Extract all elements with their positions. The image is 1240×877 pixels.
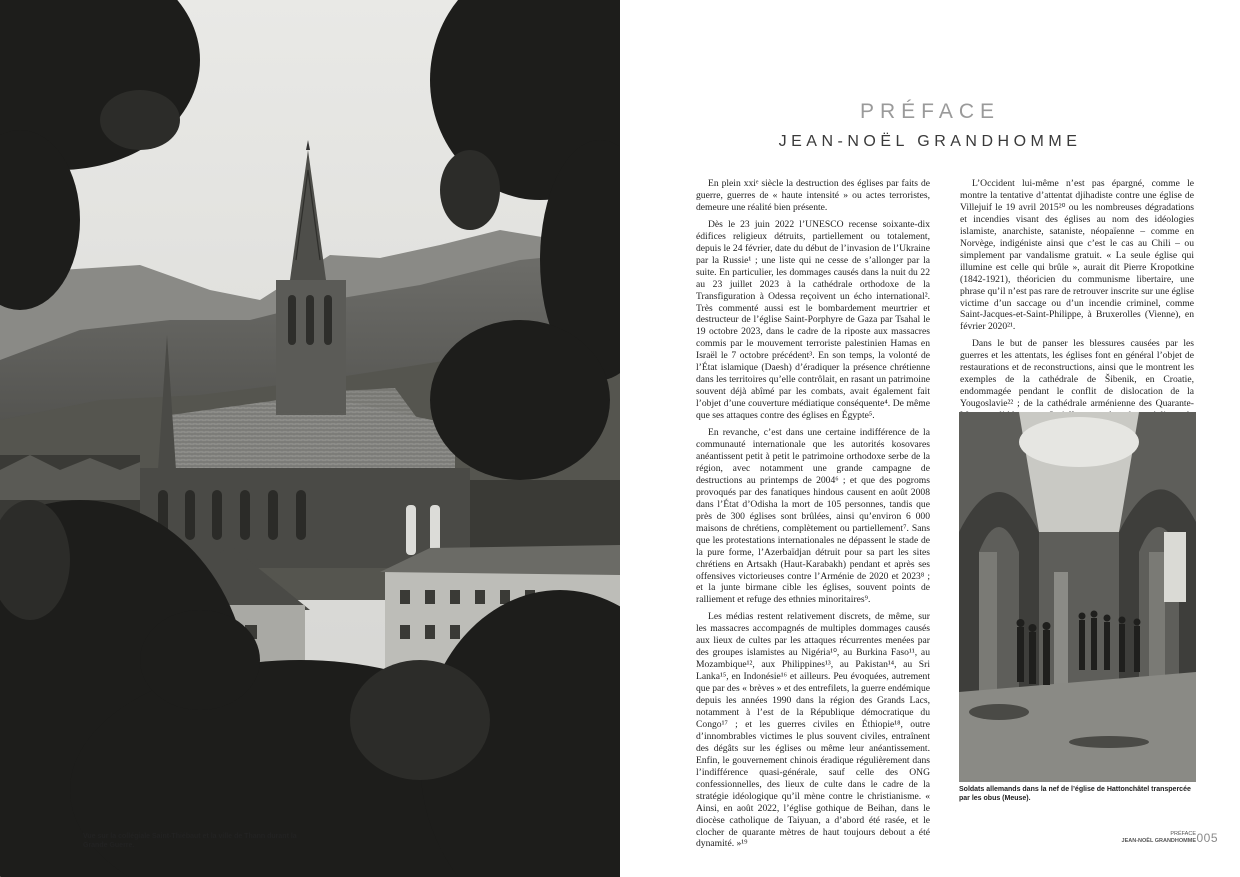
- paragraph: Les médias restent relativement discrets, de même, sur les massacres accompagnés de multiples dommages causés aux lieux de cultes par les attaques récurrentes menées par des groupes islamistes au Nigéria¹⁰, au Burkina Faso¹¹, au Mozambique¹², aux Philippines¹³, au Pakistan¹⁴, au Sri Lanka¹⁵, en Indonésie¹⁶ et ailleurs. Peu évoquées, autrement que par des « brèves » et des entrefilets, la guerre endémique depuis les années 1990 dans la région des Grands Lacs, notamment à l’est de la République démocratique du Congo¹⁷ ; et les guerres civiles en Éthiopie¹⁸, outre d’innombrables victimes le plus souvent civiles, entraînent des dégâts sur les églises ou même leur anéantissement. Enfin, le gouvernement chinois éradique régulièrement dans l’indifférence quasi-générale, sauf celle des ONG confessionnelles, des lieux de culte dans le cadre de la stratégie idéologique qu’il mène contre le christianisme. « Ainsi, en août 2022, l’église gothique de Beihan, dans le diocèse catholique de Taiyuan, a d’abord été rasée, et le clocher de quarante mètres de haut toujours debout a été dynamité. »¹⁹: [696, 611, 930, 850]
- footer-section: PRÉFACE: [1170, 831, 1196, 837]
- page-title: PRÉFACE: [859, 100, 1001, 123]
- paragraph: L’Occident lui-même n’est pas épargné, comme le montre la tentative d’attentat djihadiste contre une église de Villejuif le 19 avril 2015²⁰ ou les nombreuses dégradations et incendies visant des églises au nom des idéologies islamiste, anarchiste, sataniste, néopaïenne – comme en Norvège, indigéniste ainsi que c’est le cas au Chili – ou simplement par vandalisme gratuit. « La seule église qui illumine est celle qui brûle », aurait dit Pierre Kropotkine (1842-1921), théoricien du communisme libertaire, une phrase qu’il n’est pas rare de retrouver inscrite sur une église victime d’un saccage ou d’un incendie criminel, comme Saint-Jacques-et-Saint-Philippe, à Bruxerolles (Vienne), en février 2020²¹.: [960, 178, 1194, 333]
- footer-author: JEAN-NOËL GRANDHOMME: [1121, 837, 1196, 844]
- photo-caption: Vue sur la collégiale Saint-Thiébaut et la ville de Thann durant la Grande Guerre.: [83, 833, 297, 849]
- page-number: 005: [1196, 831, 1218, 845]
- paragraph: Dans le but de panser les blessures causées par les guerres et les attentats, les églises font en général l’objet de restaurations et de reconstructions, ainsi que le montrent les exemples de la cathédrale de Šibenik, en Croatie, endommagée pendant le conflit de dislocation de la Yougoslavie²² ; de la cathédrale arménienne des Quarante-: [960, 338, 1194, 410]
- paragraph: En revanche, c’est dans une certaine indifférence de la communauté internationale que les autorités kosovares anéantissent petit à petit le patrimoine orthodoxe serbe de la région, avec notamment une grande campagne de destructions au printemps de 2004⁶ ; et que des pogroms provoqués par des fanatiques hindous causent en août 2008 dans l’État d’Odisha la mort de 105 personnes, tandis que près de 300 églises sont brûlées, ainsi qu’environ 6 000 maisons de chrétiens, complètement ou partiellement⁷. Sans que les protestations internationales ne dépassent le stade de la pure forme, l’Azerbaïdjan détruit pour sa part les sites chrétiens en Artsakh (Haut-Karabakh) pendant et après ses offensives victorieuses contre l’Arménie de 2020 et 2023⁸ ; et la junte birmane cible les églises, souvent points de ralliement et refuge des ethnies minoritaires⁹.: [696, 427, 930, 606]
- hattonchatel-church-photo: [959, 412, 1196, 782]
- paragraph: Dès le 23 juin 2022 l’UNESCO recense soixante-dix édifices religieux détruits, partiellement ou totalement, depuis le 24 février, date du début de l’invasion de l’Ukraine par la Russie¹ ; une liste qui ne cesse de s’allonger par la suite. En particulier, les dommages causés dans la nuit du 22 au 23 juillet 2023 à la cathédrale orthodoxe de la Transfiguration à Odessa reçoivent un écho international². Très commenté aussi est le bombardement meurtrier et destructeur de l’église Saint-Porphyre de Gaza par Tsahal le 19 octobre 2023, dans le cadre de la riposte aux massacres commis par le mouvement terroriste palestinien Hamas en Israël le 7 octobre précédent³. En son temps, la volonté de l’État islamique (Daesh) d’éradiquer la présence chrétienne dans les territoires qu’elle contrôlait, en rasant un patrimoine souvent déjà abîmé par les combats, avait également fait l’objet d’une couverture médiatique conséquente⁴. De même que ses attaques contre des églises en Égypte⁵.: [696, 218, 930, 422]
- paragraph: En plein xxiᵉ siècle la destruction des églises par faits de guerre, guerres de « haute intensité » ou actes terroristes, demeure une réalité bien présente.: [696, 178, 930, 213]
- text-column-right: [960, 178, 1194, 451]
- running-footer: [1122, 831, 1196, 844]
- author-name: JEAN-NOËL GRANDHOMME: [778, 133, 1082, 150]
- preface-page: [620, 0, 1240, 877]
- text-column-left: [696, 178, 930, 855]
- photo-caption: Soldats allemands dans la nef de l’église de Hattonchâtel transpercée par les obus (Meuse).: [959, 786, 1191, 802]
